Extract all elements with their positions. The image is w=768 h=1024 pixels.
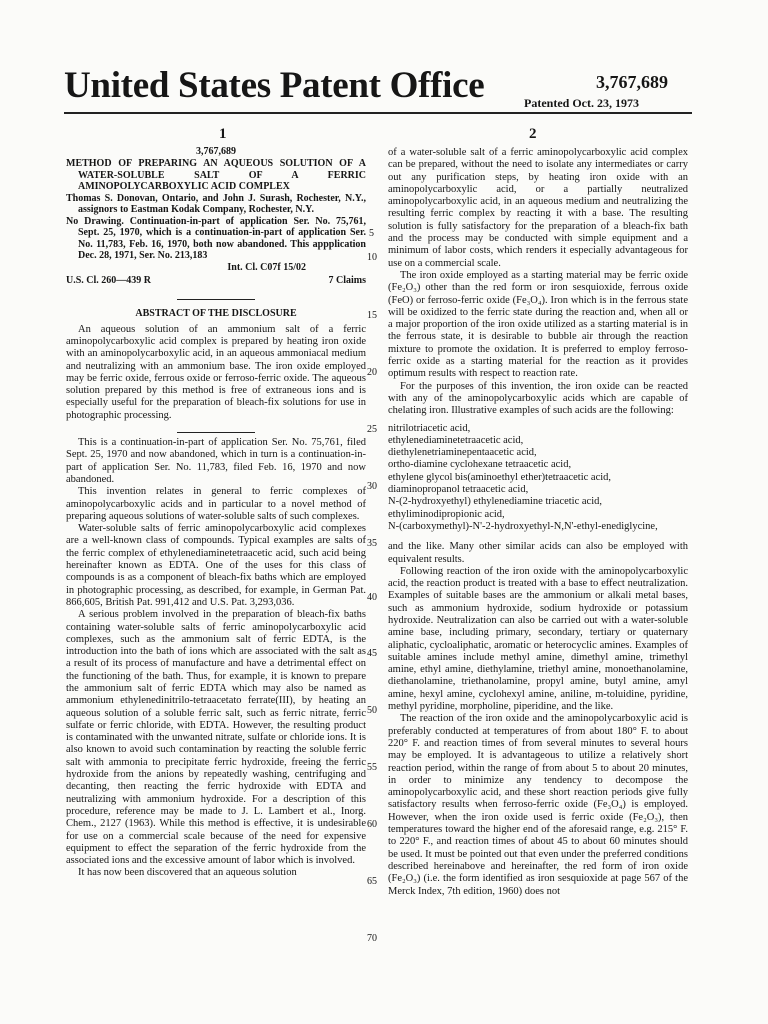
acid-item: ortho-diamine cyclohexane tetraacetic acid, (388, 459, 572, 471)
line-number: 45 (367, 648, 377, 659)
line-number: 25 (367, 424, 377, 435)
right-paragraph: The iron oxide employed as a starting material may be ferric oxide (Fe₂O₃) other than the red form or iron sesquioxide, ferrous oxide (FeO) or ferroso-ferric oxide (Fe₃O₄). Iron which is in the ferrous state will be oxidized to the ferric state during the reaction and, when all or a major proportion of the iron oxide utilized as a starting material is in the ferrous state, it is desirable to bubble air through the reaction mixture to promote the oxidation. It is preferred to employ ferroso-ferric oxide as a starting material for the reaction as it provides optimum results with respect to reaction rate. (388, 269, 688, 380)
line-number: 70 (367, 933, 377, 944)
patent-office-title: United States Patent Office (64, 65, 485, 106)
right-paragraph: of a water-soluble salt of a ferric aminopolycarboxylic acid complex can be prepared, without the need to isolate any intermediates or carry out any purification steps, by heating iron oxide with an aminopolycarboxylic acid, or a partially neutralized aminopolycarboxylic acid, in an aqueous medium and neutralizing the resulting ferric complex by reacting it with a base. The resulting solution is fully satisfactory for the preparation of a bleach-fix bath and the process may be conducted with simple equipment and a minimum of labor costs, which renders it especially advantageous for use on a commercial scale. (388, 147, 688, 269)
claims-count: 7 Claims (328, 275, 366, 287)
line-number: 50 (367, 705, 377, 716)
acid-item: nitrilotriacetic acid, (388, 422, 471, 434)
left-paragraph: Water-soluble salts of ferric aminopolycarboxylic acid complexes are a well-known class of compounds. Typical examples are salts of the ferric complex of ethylenediaminetetraacetic acid, such acid being hereinafter known as EDTA. One of the uses for this class of compounds is as a component of bleach-fix baths which are employed in photographic processing, as described, for example, in German Pat. 866,605, British Pat. 991,412 and U.S. Pat. 3,293,036. (66, 523, 366, 608)
patent-title: METHOD OF PREPARING AN AQUEOUS SOLUTION OF A WATER-SOLUBLE SALT OF A FERRIC AMINOPOLYCARBOXYLIC ACID COMPLEX (66, 158, 366, 193)
abstract-rule (177, 299, 255, 300)
acid-item: N-(2-hydroxyethyl) ethylenediamine triacetic acid, (388, 496, 602, 508)
header-rule (64, 112, 692, 114)
acid-item: ethyliminodipropionic acid, (388, 508, 505, 520)
left-paragraph: This invention relates in general to ferric complexes of aminopolycarboxylic acids and in particular to a novel method of preparing aqueous solutions of water-soluble salts of such complexes. (66, 486, 366, 522)
line-number: 55 (367, 762, 377, 773)
column-number-1: 1 (219, 126, 227, 142)
patent-number: 3,767,689 (596, 72, 668, 92)
line-number: 35 (367, 538, 377, 549)
line-number: 60 (367, 819, 377, 830)
left-paragraph: This is a continuation-in-part of application Ser. No. 75,761, filed Sept. 25, 1970 and now abandoned, which in turn is a continuation-in-part of application Ser. No. 11,783, filed Feb. 16, 1970 and now abandoned. (66, 437, 366, 485)
right-column (388, 147, 688, 898)
acid-item: diaminopropanol tetraacetic acid, (388, 484, 529, 496)
acid-item: N-(carboxymethyl)-N'-2-hydroxyethyl-N,N'-ethyl-enediglycine, (388, 520, 658, 532)
column-number-2: 2 (529, 126, 537, 142)
line-number: 5 (369, 228, 374, 239)
line-number: 40 (367, 592, 377, 603)
acid-item: ethylenediaminetetraacetic acid, (388, 434, 524, 446)
inventors: Thomas S. Donovan, Ontario, and John J. Surash, Rochester, N.Y., assignors to Eastman Kodak Company, Rochester, N.Y. (66, 192, 366, 216)
int-class: Int. Cl. C07f 15/02 (227, 261, 306, 273)
left-column (66, 146, 366, 880)
right-paragraph: The reaction of the iron oxide and the aminopolycarboxylic acid is preferably conducted at temperatures of from about 180° F. to about 220° F. and reaction times of from several minutes to several hours may be employed. It is advantageous to utilize a relatively short reaction period, within the range of from about 5 to about 20 minutes, in order to minimize any tendency to decompose the aminopolycarboxylic acid, and these short reaction periods give fully satisfactory results when ferroso-ferric oxide (Fe₃O₄) is employed. However, when the iron oxide used is ferric oxide (Fe₂O₃), then temperatures toward the higher end of the aforesaid range, e.g. 215° F. to 220° F., and reaction times of about 45 to about 60 minutes should be used. It must be pointed out that even under the preferred conditions described hereinabove and hereinafter, the red form of iron oxide (Fe₂O₃) (i.e. the form identified as iron sesquioxide at page 567 of the Merck Index, 7th edition, 1960) does not (388, 713, 688, 897)
line-number: 65 (367, 876, 377, 887)
line-number: 20 (367, 367, 377, 378)
right-paragraph: For the purposes of this invention, the iron oxide can be reacted with any of the aminopolycarboxylic acids which are capable of chelating iron. Illustrative examples of such acids are the following: (388, 380, 688, 417)
acid-list (388, 423, 688, 534)
abstract-heading: ABSTRACT OF THE DISCLOSURE (135, 308, 297, 320)
filing-info: No Drawing. Continuation-in-part of application Ser. No. 75,761, Sept. 25, 1970, which is a continuation-in-part of application Ser. No. 11,783, Feb. 16, 1970, both now abandoned. This appplication Dec. 28, 1971, Ser. No. 213,183 (66, 215, 366, 262)
abstract-text: An aqueous solution of an ammonium salt of a ferric aminopolycarboxylic acid complex is prepared by heating iron oxide with an aminopolycarboxylic acid, in an aqueous ammoniacal medium and neutralizing with an ammonium base. The iron oxide employed may be ferric oxide, ferrous oxide or ferroso-ferric oxide. The aqueous solution prepared by this method is free of extraneous ions and is especially useful for the preparation of bleach-fix solutions for use in photographic processing. (66, 323, 366, 421)
right-paragraph: Following reaction of the iron oxide with the aminopolycarboxylic acid, the reaction product is treated with a base to effect neutralization. Examples of suitable bases are the ammonium or alkali metal bases, such as ammonium hydroxide, sodium hydroxide or potassium hydroxide. Neutralization can also be carried out with a water-soluble amine base, including primary, secondary, tertiary or quaternary aliphatic, cycloaliphatic, aromatic or heterocyclic amines. Examples of suitable amines include methyl amine, dimethyl amine, trimethyl amine, ethyl amine, diethylamine, triethyl amine, monoethanolamine, diethanolamine, triethanolamine, propyl amine, butyl amine, amyl amine, hexyl amine, cyclohexyl amine, aniline, m-toluidine, pyridine, methyl pyridine, morpholine, piperidine, and the like. (388, 565, 688, 713)
section-rule (177, 432, 255, 433)
patent-date: Patented Oct. 23, 1973 (524, 96, 639, 110)
left-paragraph: A serious problem involved in the preparation of bleach-fix baths containing water-soluble salts of ferric aminopolycarboxylic acid complexes, such as the ammonium salt of ferric EDTA, is the introduction into the bath of ions which are associated with the salt as a result of its process of manufacture and have a detrimental effect on the functioning of the bath. Thus, for example, it is known to prepare the ammonium salt of ferric EDTA which may also be named as ammonium ethylenedinitrilo-tetraacetato ferrate(III), by heating an aqueous solution of a soluble ferric salt, such as ferric nitrate, ferric sulfate or ferric chloride, with EDTA. However, the resulting product is contaminated with the unwanted nitrate, sulfate or chloride ions. It is also known to avoid such contamination by reacting the soluble ferric salt with ammonia to precipitate ferric hydroxide, freeing the ferric hydroxide from the anions by repeatedly washing, centrifuging and decanting, then reacting the ferric hydroxide with EDTA and neutralizing with ammonium hydroxide. For a description of this procedure, reference may be made to J. L. Lambert et al., Inorg. Chem., 2127 (1963). While this method is effective, it is undesirable for use on a commercial scale because of the need for expensive equipment to effect the separation of the ferric hydroxide from the associated ions and the excessive amount of labor which is involved. (66, 609, 366, 867)
line-number: 15 (367, 310, 377, 321)
line-number: 30 (367, 481, 377, 492)
line-number: 10 (367, 252, 377, 263)
us-class: U.S. Cl. 260—439 R (66, 275, 152, 287)
class-claims-row (66, 275, 366, 287)
acid-item: ethylene glycol bis(aminoethyl ether)tetraacetic acid, (388, 471, 612, 483)
biblio-number: 3,767,689 (196, 146, 236, 157)
left-paragraph: It has now been discovered that an aqueous solution (78, 867, 297, 879)
right-paragraph: and the like. Many other similar acids can also be employed with equivalent results. (388, 541, 688, 565)
acid-item: diethylenetriaminepentaacetic acid, (388, 447, 537, 459)
